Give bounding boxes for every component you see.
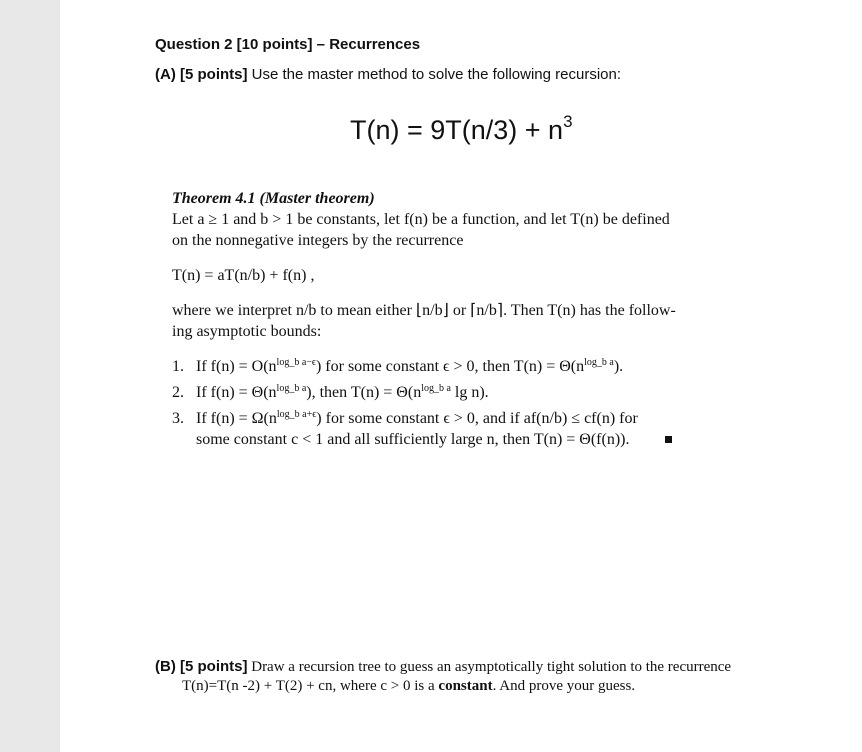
recurrence-equation xyxy=(350,112,573,146)
question-title: Question 2 [10 points] – Recurrences xyxy=(155,36,421,53)
case-number: 1. xyxy=(172,358,184,375)
case-text: If f(n) = O(n xyxy=(196,358,277,375)
theorem-heading: Theorem 4.1 (Master theorem) xyxy=(172,190,375,207)
theorem-intro-line-1: Let a ≥ 1 and b > 1 be constants, let f(n) be a function, and let T(n) be defined xyxy=(172,211,670,228)
theorem-recurrence: T(n) = aT(n/b) + f(n) , xyxy=(172,267,315,284)
document-page xyxy=(60,0,862,752)
case-text: ), then T(n) = Θ(n xyxy=(306,384,422,401)
part-a-text: Use the master method to solve the following recursion: xyxy=(247,66,621,83)
case-number: 3. xyxy=(172,410,184,427)
case-text: ). xyxy=(613,358,624,375)
theorem-case-2 xyxy=(172,382,772,403)
case-exponent: log_b a+ϵ xyxy=(276,409,317,420)
part-a-label: (A) [5 points] xyxy=(155,66,248,83)
master-theorem-block xyxy=(172,188,772,455)
part-b-bold-word: constant xyxy=(438,678,493,694)
theorem-interpretation-line-2: ing asymptotic bounds: xyxy=(172,323,322,340)
qed-square-icon xyxy=(665,436,672,443)
equation-base: T(n) = 9T(n/3) + n xyxy=(350,115,564,145)
case-text: If f(n) = Θ(n xyxy=(196,384,277,401)
part-b-prompt xyxy=(155,658,795,695)
part-b-text-line-2 xyxy=(182,678,795,695)
case-exponent: log_b a−ϵ xyxy=(276,357,316,368)
case-text: some constant c < 1 and all sufficiently large n, then T(n) = Θ(f(n)). xyxy=(196,431,630,448)
case-exponent: log_b a xyxy=(584,357,614,368)
case-text: ) for some constant ϵ > 0, and if af(n/b) ≤ cf(n) for xyxy=(316,410,638,427)
theorem-cases xyxy=(172,356,772,450)
part-b-text: . And prove your guess. xyxy=(492,678,636,694)
theorem-intro-line-2: on the nonnegative integers by the recurrence xyxy=(172,232,464,249)
case-text: lg n). xyxy=(450,384,489,401)
case-exponent: log_b a xyxy=(276,383,307,394)
case-number: 2. xyxy=(172,384,184,401)
theorem-case-1 xyxy=(172,356,772,377)
part-b-text-line-1: Draw a recursion tree to guess an asymptotically tight solution to the recurrence xyxy=(247,659,732,675)
equation-exponent: 3 xyxy=(563,112,573,131)
case-text: ) for some constant ϵ > 0, then T(n) = Θ(n xyxy=(315,358,585,375)
part-a-prompt xyxy=(155,66,621,83)
part-b-label: (B) [5 points] xyxy=(155,658,248,675)
case-exponent: log_b a xyxy=(421,383,451,394)
theorem-case-3 xyxy=(172,408,772,450)
part-b-text: T(n)=T(n -2) + T(2) + cn, where c > 0 is a xyxy=(182,678,439,694)
case-text: If f(n) = Ω(n xyxy=(196,410,277,427)
theorem-interpretation-line-1: where we interpret n/b to mean either ⌊n/b⌋ or ⌈n/b⌉. Then T(n) has the follow- xyxy=(172,302,676,319)
